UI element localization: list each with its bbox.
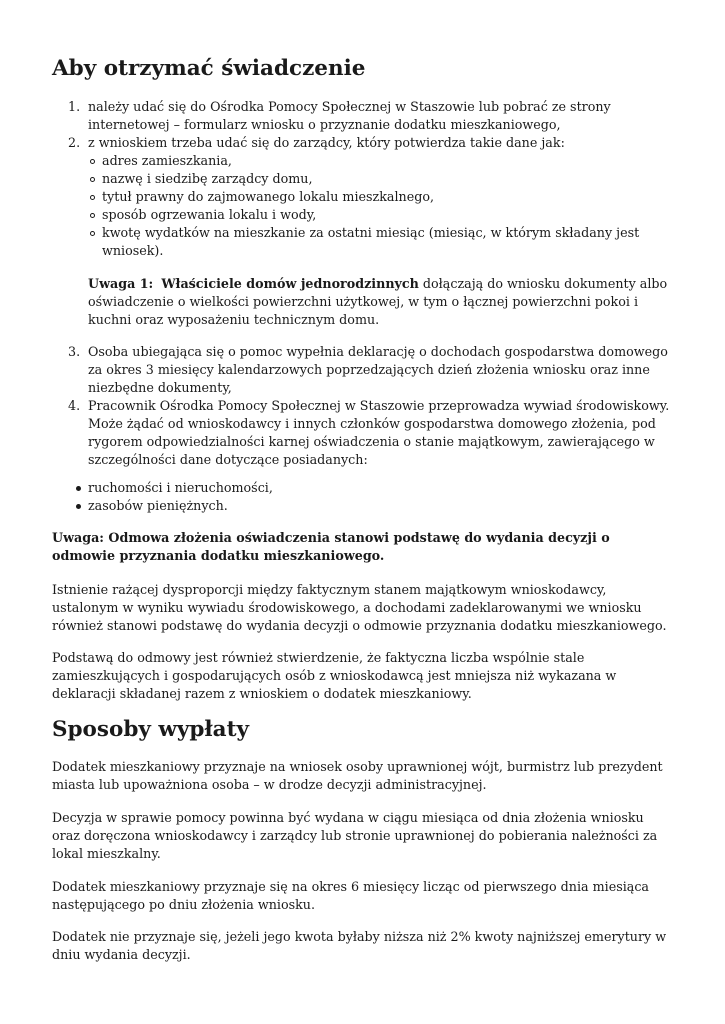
step-text: Pracownik Ośrodka Pomocy Społecznej w Staszowie przeprowadza wywiad środowiskowy. Może żądać od wnioskodawcy i innych członków gospodarstwa domowego złożenia, pod rygorem odpowiedzialności karnej oświadczenia o stanie majątkowym, zawierającego w szczególności dane dotyczące posiadanych:: [88, 398, 670, 467]
section-title-payment-methods: Sposoby wypłaty: [52, 717, 250, 742]
step-text: należy udać się do Ośrodka Pomocy Społecznej w Staszowie lub pobrać ze strony internetowej – formularz wniosku o przyznanie dodatku mieszkaniowego,: [88, 99, 611, 132]
bullet-circle-icon: [90, 231, 95, 236]
list-item: nazwę i siedzibę zarządcy domu,: [88, 170, 675, 188]
paragraph-decision-deadline: Decyzja w sprawie pomocy powinna być wydana w ciągu miesiąca od dnia złożenia wniosku oraz doręczona wnioskodawcy i zarządcy lub stronie uprawnionej do pobierania należności za lokal mieszkalny.: [52, 810, 658, 861]
note-label: Uwaga 1:: [88, 276, 154, 291]
bullet-circle-icon: [90, 159, 95, 164]
step-number: 4.: [68, 398, 81, 413]
note-text: dołączają do wniosku dokumenty albo oświadczenie o wielkości powierzchni użytkowej, w tym o łącznej powierzchni pokoi i kuchni oraz wyposażeniu technicznym domu.: [88, 276, 668, 327]
steps-list-continued: [52, 343, 675, 469]
list-item-step-1: [52, 98, 675, 134]
list-item: zasobów pieniężnych.: [52, 497, 675, 515]
list-item: adres zamieszkania,: [88, 152, 675, 170]
list-item: tytuł prawny do zajmowanego lokalu mieszkalnego,: [88, 188, 675, 206]
steps-list: [52, 98, 675, 152]
paragraph-minimum-amount: Dodatek nie przyznaje się, jeżeli jego kwota byłaby niższa niż 2% kwoty najniższej emerytury w dniu wydania decyzji.: [52, 929, 667, 962]
bullet-circle-icon: [90, 195, 95, 200]
steps-list-container: [52, 98, 675, 260]
warning-text: Uwaga: Odmowa złożenia oświadczenia stanowi podstawę do wydania decyzji o odmowie przyznania dodatku mieszkaniowego.: [52, 530, 610, 563]
paragraph-granting: Dodatek mieszkaniowy przyznaje na wniosek osoby uprawnionej wójt, burmistrz lub prezydent miasta lub upoważniona osoba – w drodze decyzji administracyjnej.: [52, 759, 663, 792]
paragraph-period: Dodatek mieszkaniowy przyznaje się na okres 6 miesięcy licząc od pierwszego dnia miesiąca następującego po dniu złożenia wniosku.: [52, 879, 650, 912]
bullet-circle-icon: [90, 213, 95, 218]
section-title-eligibility: Aby otrzymać świadczenie: [52, 56, 366, 81]
bullet-icon: [76, 486, 81, 491]
list-item-step-2: [52, 134, 675, 152]
paragraph-refusal-basis: Podstawą do odmowy jest również stwierdzenie, że faktyczna liczba wspólnie stale zamieszkujących i gospodarujących osób z wnioskodawcą jest mniejsza niż wykazana w deklaracji składanej razem z wnioskiem o dodatek mieszkaniowy.: [52, 650, 617, 701]
note-bold-text: Właściciele domów jednorodzinnych: [161, 276, 419, 291]
bullet-circle-icon: [90, 177, 95, 182]
list-item: kwotę wydatków na mieszkanie za ostatni miesiąc (miesiąc, w którym składany jest wniosek).: [88, 224, 675, 260]
step-number: 1.: [68, 99, 81, 114]
bullet-icon: [76, 504, 81, 509]
step-number: 3.: [68, 344, 81, 359]
note-1: [52, 275, 675, 329]
list-item: sposób ogrzewania lokalu i wody,: [88, 206, 675, 224]
list-item-step-4: [52, 397, 675, 469]
step-text: Osoba ubiegająca się o pomoc wypełnia deklarację o dochodach gospodarstwa domowego za okres 3 miesięcy kalendarzowych poprzedzających dzień złożenia wniosku oraz inne niezbędne dokumenty,: [88, 344, 668, 395]
step-number: 2.: [68, 135, 81, 150]
step-text: z wnioskiem trzeba udać się do zarządcy, który potwierdza takie dane jak:: [88, 135, 565, 150]
paragraph-disproportion: Istnienie rażącej dysproporcji między faktycznym stanem majątkowym wnioskodawcy, ustalonym w wyniku wywiadu środowiskowego, a dochodami zadeklarowanymi we wniosku również stanowi podstawę do wydania decyzji o odmowie przyznania dodatku mieszkaniowego.: [52, 582, 667, 633]
assets-list: [52, 479, 675, 515]
list-item: ruchomości i nieruchomości,: [52, 479, 675, 497]
list-item-step-3: [52, 343, 675, 397]
manager-data-list: [52, 152, 675, 260]
